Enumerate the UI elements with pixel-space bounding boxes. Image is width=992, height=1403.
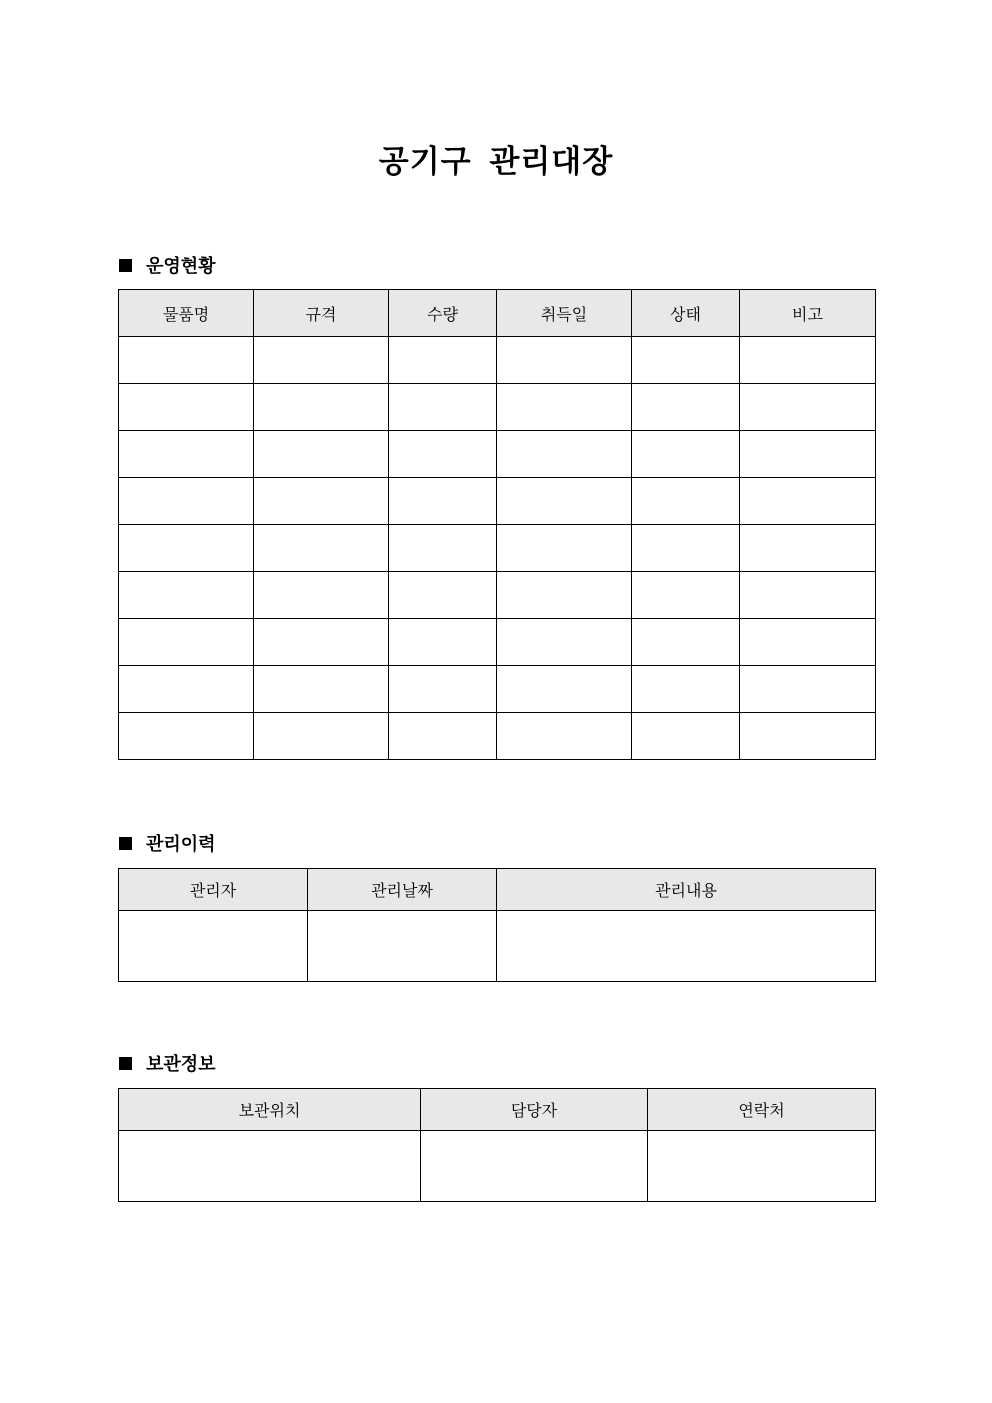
table-cell[interactable]	[497, 911, 876, 982]
table-cell[interactable]	[119, 1131, 421, 1202]
column-header: 보관위치	[119, 1089, 421, 1131]
table-cell[interactable]	[254, 337, 389, 384]
section-heading-operations	[119, 253, 216, 277]
table-cell[interactable]	[740, 337, 876, 384]
table-cell[interactable]	[389, 666, 497, 713]
column-header: 취득일	[497, 290, 632, 337]
table-cell[interactable]	[119, 619, 254, 666]
column-header: 연락처	[648, 1089, 876, 1131]
table-cell[interactable]	[740, 619, 876, 666]
column-header: 비고	[740, 290, 876, 337]
table-cell[interactable]	[389, 431, 497, 478]
table-cell[interactable]	[632, 337, 740, 384]
table-cell[interactable]	[497, 666, 632, 713]
table-cell[interactable]	[421, 1131, 648, 1202]
table-cell[interactable]	[740, 713, 876, 760]
table-cell[interactable]	[497, 525, 632, 572]
table-cell[interactable]	[740, 572, 876, 619]
table-cell[interactable]	[497, 713, 632, 760]
table-row	[119, 1131, 876, 1202]
table-cell[interactable]	[254, 572, 389, 619]
square-bullet-icon	[119, 1057, 132, 1070]
table-cell[interactable]	[497, 431, 632, 478]
column-header: 관리자	[119, 869, 308, 911]
square-bullet-icon	[119, 837, 132, 850]
table-cell[interactable]	[497, 572, 632, 619]
table-cell[interactable]	[740, 431, 876, 478]
table-cell[interactable]	[632, 384, 740, 431]
column-header: 물품명	[119, 290, 254, 337]
table-cell[interactable]	[308, 911, 497, 982]
table-cell[interactable]	[389, 572, 497, 619]
section-heading-label: 운영현황	[146, 256, 216, 277]
operations-table	[118, 289, 876, 760]
storage-table	[118, 1088, 876, 1202]
table-cell[interactable]	[632, 572, 740, 619]
table-cell[interactable]	[254, 619, 389, 666]
table-row	[119, 572, 876, 619]
table-cell[interactable]	[119, 713, 254, 760]
table-row	[119, 666, 876, 713]
table-cell[interactable]	[497, 478, 632, 525]
table-cell[interactable]	[632, 525, 740, 572]
table-header-row	[119, 290, 876, 337]
table-cell[interactable]	[389, 384, 497, 431]
table-cell[interactable]	[740, 384, 876, 431]
table-cell[interactable]	[389, 713, 497, 760]
column-header: 관리내용	[497, 869, 876, 911]
table-cell[interactable]	[632, 478, 740, 525]
table-cell[interactable]	[254, 713, 389, 760]
table-cell[interactable]	[389, 478, 497, 525]
table-row	[119, 384, 876, 431]
table-row	[119, 525, 876, 572]
table-cell[interactable]	[497, 337, 632, 384]
table-cell[interactable]	[648, 1131, 876, 1202]
table-cell[interactable]	[389, 619, 497, 666]
table-row	[119, 619, 876, 666]
history-table	[118, 868, 876, 982]
column-header: 상태	[632, 290, 740, 337]
table-cell[interactable]	[632, 431, 740, 478]
table-cell[interactable]	[632, 666, 740, 713]
table-cell[interactable]	[119, 478, 254, 525]
table-cell[interactable]	[119, 431, 254, 478]
table-cell[interactable]	[740, 666, 876, 713]
page-title: 공기구 관리대장	[378, 144, 614, 180]
table-cell[interactable]	[254, 478, 389, 525]
table-cell[interactable]	[119, 525, 254, 572]
section-heading-storage	[119, 1051, 216, 1075]
table-cell[interactable]	[389, 337, 497, 384]
table-cell[interactable]	[389, 525, 497, 572]
table-cell[interactable]	[254, 431, 389, 478]
table-header-row	[119, 869, 876, 911]
table-cell[interactable]	[497, 619, 632, 666]
table-row	[119, 911, 876, 982]
column-header: 담당자	[421, 1089, 648, 1131]
table-row	[119, 713, 876, 760]
table-row	[119, 478, 876, 525]
table-cell[interactable]	[740, 525, 876, 572]
column-header: 수량	[389, 290, 497, 337]
table-cell[interactable]	[119, 911, 308, 982]
table-cell[interactable]	[119, 384, 254, 431]
column-header: 관리날짜	[308, 869, 497, 911]
table-cell[interactable]	[632, 619, 740, 666]
table-cell[interactable]	[254, 525, 389, 572]
section-heading-label: 보관정보	[146, 1054, 216, 1075]
table-row	[119, 337, 876, 384]
table-cell[interactable]	[740, 478, 876, 525]
table-cell[interactable]	[254, 384, 389, 431]
table-cell[interactable]	[119, 572, 254, 619]
table-cell[interactable]	[632, 713, 740, 760]
section-heading-history	[119, 831, 216, 855]
table-cell[interactable]	[119, 666, 254, 713]
square-bullet-icon	[119, 259, 132, 272]
table-cell[interactable]	[497, 384, 632, 431]
section-heading-label: 관리이력	[146, 834, 216, 855]
table-cell[interactable]	[254, 666, 389, 713]
column-header: 규격	[254, 290, 389, 337]
table-cell[interactable]	[119, 337, 254, 384]
table-row	[119, 431, 876, 478]
table-header-row	[119, 1089, 876, 1131]
